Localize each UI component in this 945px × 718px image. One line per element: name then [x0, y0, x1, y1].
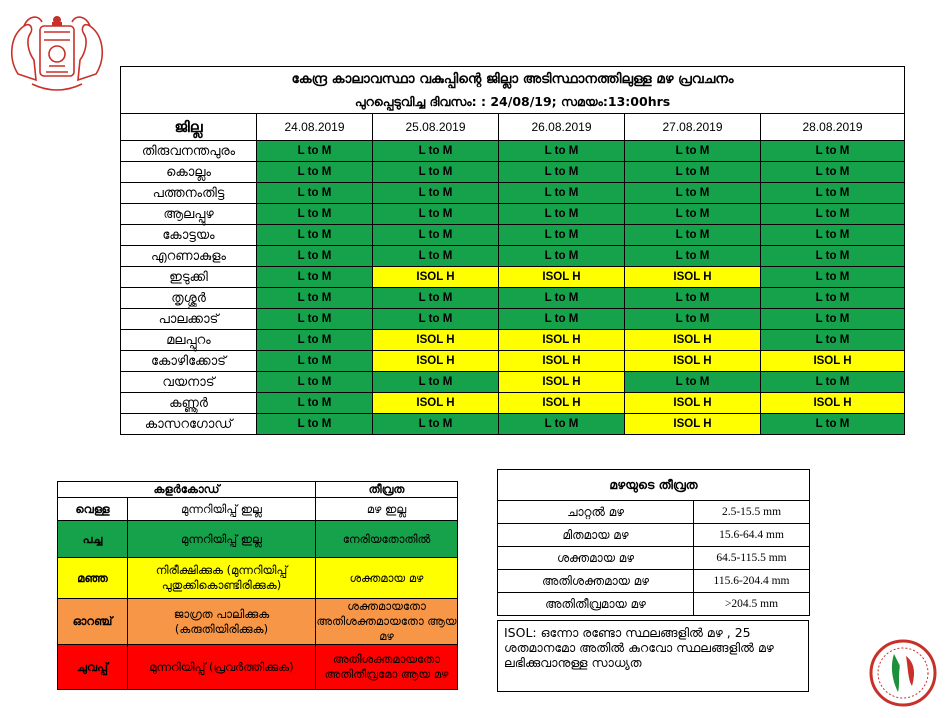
district-name: എറണാകുളം — [121, 246, 257, 267]
rainfall-range: >204.5 mm — [694, 593, 810, 616]
rain-intensity-table — [497, 469, 810, 616]
forecast-cell: ISOL H — [761, 351, 905, 372]
district-name: തിരുവനന്തപുരം — [121, 141, 257, 162]
forecast-cell: L to M — [761, 309, 905, 330]
forecast-cell: ISOL H — [373, 330, 499, 351]
rain-type-label: അതിതീവ്രമായ മഴ — [498, 593, 694, 616]
rain-intensity-row — [498, 570, 810, 593]
forecast-cell: ISOL H — [625, 393, 761, 414]
forecast-cell: L to M — [257, 246, 373, 267]
colour-code-colour: ഓറഞ്ച് — [58, 599, 128, 645]
forecast-title: കേന്ദ്ര കാലാവസ്ഥാ വകുപ്പിന്റെ ജില്ലാ അടിസ്ഥാനത്തിലുള്ള മഴ പ്രവചനം — [121, 67, 905, 92]
district-row — [121, 393, 905, 414]
rain-type-label: അതിശക്തമായ മഴ — [498, 570, 694, 593]
district-row — [121, 141, 905, 162]
district-name: ഇടുക്കി — [121, 267, 257, 288]
forecast-cell: L to M — [625, 162, 761, 183]
district-name: തൃശ്ശൂർ — [121, 288, 257, 309]
forecast-cell: L to M — [625, 288, 761, 309]
rainfall-range: 64.5-115.5 mm — [694, 547, 810, 570]
forecast-cell: ISOL H — [625, 267, 761, 288]
forecast-cell: L to M — [373, 246, 499, 267]
forecast-cell: L to M — [373, 288, 499, 309]
district-name: കോഴിക്കോട് — [121, 351, 257, 372]
forecast-cell: L to M — [761, 414, 905, 435]
intensity-header: തീവ്രത — [316, 482, 458, 498]
forecast-cell: L to M — [257, 351, 373, 372]
colour-code-action: നിരീക്ഷിക്കുക (മുന്നറിയിപ്പ് പുതുക്കികൊണ്ടിരിക്കുക) — [128, 558, 316, 599]
forecast-cell: L to M — [761, 246, 905, 267]
forecast-cell: ISOL H — [625, 330, 761, 351]
colour-code-colour: മഞ്ഞ — [58, 558, 128, 599]
rain-intensity-header: മഴയുടെ തീവ്രത — [498, 470, 810, 501]
forecast-cell: L to M — [761, 330, 905, 351]
rain-type-label: ശക്തമായ മഴ — [498, 547, 694, 570]
forecast-cell: L to M — [761, 204, 905, 225]
forecast-cell: L to M — [625, 225, 761, 246]
forecast-cell: L to M — [257, 309, 373, 330]
forecast-cell: L to M — [373, 414, 499, 435]
rain-intensity-row — [498, 501, 810, 524]
rainfall-range: 15.6-64.4 mm — [694, 524, 810, 547]
colour-code-action: മുന്നറിയിപ്പ് ഇല്ല — [128, 521, 316, 558]
forecast-cell: L to M — [625, 246, 761, 267]
forecast-cell: L to M — [373, 183, 499, 204]
forecast-cell: L to M — [373, 372, 499, 393]
district-name: ആലപ്പുഴ — [121, 204, 257, 225]
district-row — [121, 351, 905, 372]
forecast-cell: L to M — [761, 267, 905, 288]
district-name: കാസറഗോഡ് — [121, 414, 257, 435]
district-name: കോട്ടയം — [121, 225, 257, 246]
district-row — [121, 246, 905, 267]
forecast-cell: L to M — [257, 414, 373, 435]
forecast-cell: L to M — [761, 225, 905, 246]
district-row — [121, 162, 905, 183]
colour-code-row — [58, 558, 458, 599]
date-header: 24.08.2019 — [257, 114, 373, 141]
colour-code-intensity: ശക്തമായതോ അതിശക്തമായതോ ആയ മഴ — [316, 599, 457, 643]
forecast-cell: L to M — [373, 141, 499, 162]
forecast-cell: L to M — [257, 288, 373, 309]
colour-code-action: ജാഗ്രത പാലിക്കുക (കരുതിയിരിക്കുക) — [128, 599, 316, 645]
forecast-cell: L to M — [761, 141, 905, 162]
date-header: 28.08.2019 — [761, 114, 905, 141]
forecast-cell: L to M — [257, 225, 373, 246]
isol-note: ISOL: ഒന്നോ രണ്ടോ സ്ഥലങ്ങളിൽ മഴ , 25 ശതമാനമോ അതിൽ കുറവോ സ്ഥലങ്ങളിൽ മഴ ലഭിക്കുവാനുള്ള സാധ്യത — [497, 620, 809, 692]
forecast-cell: L to M — [625, 309, 761, 330]
forecast-cell: L to M — [499, 288, 625, 309]
colour-code-colour: വെള്ള — [58, 498, 128, 521]
forecast-cell: L to M — [373, 309, 499, 330]
district-name: പാലക്കാട് — [121, 309, 257, 330]
rain-intensity-row — [498, 547, 810, 570]
forecast-cell: L to M — [499, 246, 625, 267]
date-header: 25.08.2019 — [373, 114, 499, 141]
forecast-cell: L to M — [373, 204, 499, 225]
forecast-cell: ISOL H — [373, 267, 499, 288]
district-row — [121, 288, 905, 309]
colour-code-intensity: മഴ ഇല്ല — [316, 498, 458, 521]
forecast-cell: ISOL H — [761, 393, 905, 414]
forecast-cell: L to M — [625, 183, 761, 204]
date-header: 26.08.2019 — [499, 114, 625, 141]
district-row — [121, 372, 905, 393]
district-forecast-table — [120, 66, 905, 435]
forecast-cell: L to M — [761, 288, 905, 309]
colour-code-row — [58, 645, 458, 690]
forecast-cell: ISOL H — [625, 414, 761, 435]
district-name: മലപ്പുറം — [121, 330, 257, 351]
colour-code-action: മുന്നറിയിപ്പ് ഇല്ല — [128, 498, 316, 521]
district-name: പത്തനംതിട്ട — [121, 183, 257, 204]
colour-code-intensity: അതിശക്തമായതോ അതിതീവ്രമോ ആയ മഴ — [316, 645, 458, 690]
forecast-cell: ISOL H — [499, 351, 625, 372]
colour-code-intensity: നേരിയതോതിൽ — [316, 521, 458, 558]
district-name: കണ്ണൂർ — [121, 393, 257, 414]
colour-code-row — [58, 521, 458, 558]
forecast-cell: L to M — [625, 141, 761, 162]
forecast-cell: L to M — [625, 204, 761, 225]
district-row — [121, 414, 905, 435]
colour-code-colour: ചുവപ്പ് — [58, 645, 128, 690]
forecast-cell: L to M — [257, 204, 373, 225]
forecast-cell: L to M — [499, 414, 625, 435]
district-row — [121, 330, 905, 351]
date-header: 27.08.2019 — [625, 114, 761, 141]
rainfall-range: 115.6-204.4 mm — [694, 570, 810, 593]
forecast-cell: L to M — [625, 372, 761, 393]
forecast-cell: L to M — [761, 372, 905, 393]
colour-code-intensity: ശക്തമായ മഴ — [316, 558, 458, 599]
district-column-header: ജില്ല — [121, 114, 257, 141]
colour-code-colour: പച്ച — [58, 521, 128, 558]
forecast-cell: L to M — [499, 225, 625, 246]
district-row — [121, 225, 905, 246]
colour-code-table — [57, 481, 458, 690]
rain-intensity-row — [498, 524, 810, 547]
rain-intensity-row — [498, 593, 810, 616]
rain-intensity-rows — [498, 501, 810, 616]
forecast-cell: L to M — [499, 204, 625, 225]
forecast-cell: L to M — [257, 162, 373, 183]
forecast-cell: L to M — [499, 162, 625, 183]
rain-type-label: മിതമായ മഴ — [498, 524, 694, 547]
issued-line: പുറപ്പെടുവിച്ച ദിവസം: : 24/08/19; സമയം:13:00hrs — [121, 91, 905, 114]
district-row — [121, 309, 905, 330]
forecast-cell: ISOL H — [499, 330, 625, 351]
forecast-cell: ISOL H — [499, 267, 625, 288]
forecast-rows — [121, 141, 905, 435]
forecast-cell: L to M — [257, 141, 373, 162]
disaster-authority-logo — [868, 636, 938, 710]
forecast-cell: L to M — [761, 183, 905, 204]
forecast-cell: L to M — [257, 267, 373, 288]
rainfall-range: 2.5-15.5 mm — [694, 501, 810, 524]
colour-code-row — [58, 599, 458, 645]
district-row — [121, 183, 905, 204]
forecast-cell: ISOL H — [373, 351, 499, 372]
forecast-cell: L to M — [499, 141, 625, 162]
forecast-cell: L to M — [257, 372, 373, 393]
colour-code-header: കളർകോഡ് — [58, 482, 316, 498]
colour-code-row — [58, 498, 458, 521]
rain-type-label: ചാറ്റൽ മഴ — [498, 501, 694, 524]
forecast-cell: L to M — [499, 309, 625, 330]
colour-code-action: മുന്നറിയിപ്പ് (പ്രവർത്തിക്കുക) — [128, 645, 316, 690]
district-name: വയനാട് — [121, 372, 257, 393]
colour-code-rows — [58, 498, 458, 690]
forecast-cell: ISOL H — [499, 393, 625, 414]
forecast-cell: L to M — [257, 330, 373, 351]
forecast-cell: ISOL H — [625, 351, 761, 372]
forecast-cell: L to M — [373, 225, 499, 246]
forecast-cell: L to M — [257, 393, 373, 414]
forecast-cell: L to M — [257, 183, 373, 204]
forecast-cell: ISOL H — [373, 393, 499, 414]
district-row — [121, 267, 905, 288]
forecast-cell: L to M — [499, 183, 625, 204]
forecast-cell: ISOL H — [499, 372, 625, 393]
forecast-cell: L to M — [373, 162, 499, 183]
district-name: കൊല്ലം — [121, 162, 257, 183]
forecast-cell: L to M — [761, 162, 905, 183]
district-row — [121, 204, 905, 225]
kerala-emblem-logo — [4, 8, 110, 100]
